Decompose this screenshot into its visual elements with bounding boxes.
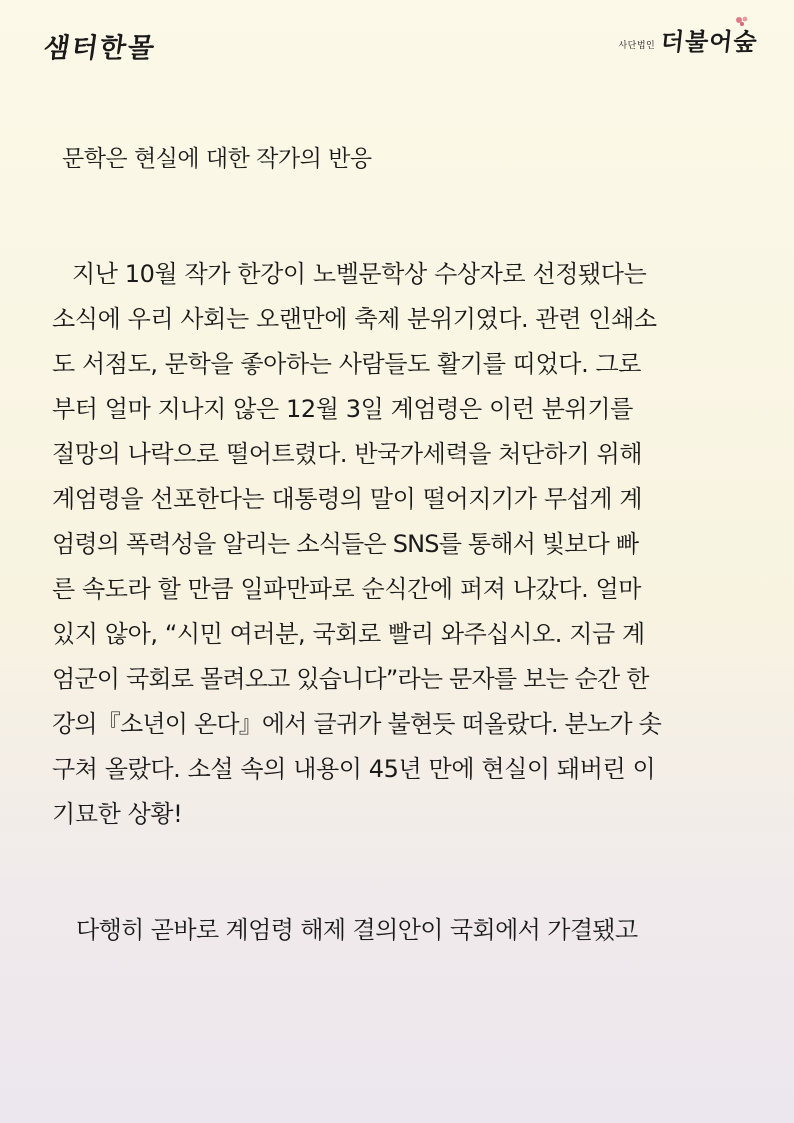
body-line: 부터 얼마 지나지 않은 12월 3일 계엄령은 이런 분위기를	[52, 395, 633, 423]
document-title: 문학은 현실에 대한 작가의 반응	[62, 146, 372, 172]
body-line: 절망의 나락으로 떨어트렸다. 반국가세력을 처단하기 위해	[52, 440, 643, 468]
org-type-label: 사단법인	[618, 41, 656, 51]
body-line: 있지 않아, “시민 여러분, 국회로 빨리 와주십시오. 지금 계	[52, 620, 645, 648]
body-line: 엄군이 국회로 몰려오고 있습니다”라는 문자를 보는 순간 한	[52, 665, 649, 693]
body-line: 른 속도라 할 만큼 일파만파로 순식간에 퍼져 나갔다. 얼마	[52, 575, 642, 603]
paragraph-2: 다행히 곧바로 계엄령 해제 결의안이 국회에서 가결됐고	[76, 916, 638, 944]
flower-icon	[734, 14, 750, 28]
body-line: 기묘한 상황!	[52, 800, 183, 828]
header-logo-left: 샘터한몰	[41, 33, 159, 64]
document-body	[52, 252, 742, 837]
body-line: 지난 10월 작가 한강이 노벨문학상 수상자로 선정됐다는	[72, 260, 647, 288]
body-line: 소식에 우리 사회는 오랜만에 축제 분위기였다. 관련 인쇄소	[52, 305, 657, 333]
body-line: 계엄령을 선포한다는 대통령의 말이 떨어지기가 무섭게 계	[52, 485, 643, 513]
body-line: 강의『소년이 온다』에서 글귀가 불현듯 떠올랐다. 분노가 솟	[52, 710, 662, 738]
org-name: 더불어숲	[659, 27, 760, 56]
body-line: 구쳐 올랐다. 소설 속의 내용이 45년 만에 현실이 돼버린 이	[52, 755, 656, 783]
body-line: 엄령의 폭력성을 알리는 소식들은 SNS를 통해서 빛보다 빠	[52, 530, 639, 558]
body-line: 도 서점도, 문학을 좋아하는 사람들도 활기를 띠었다. 그로	[52, 350, 642, 378]
